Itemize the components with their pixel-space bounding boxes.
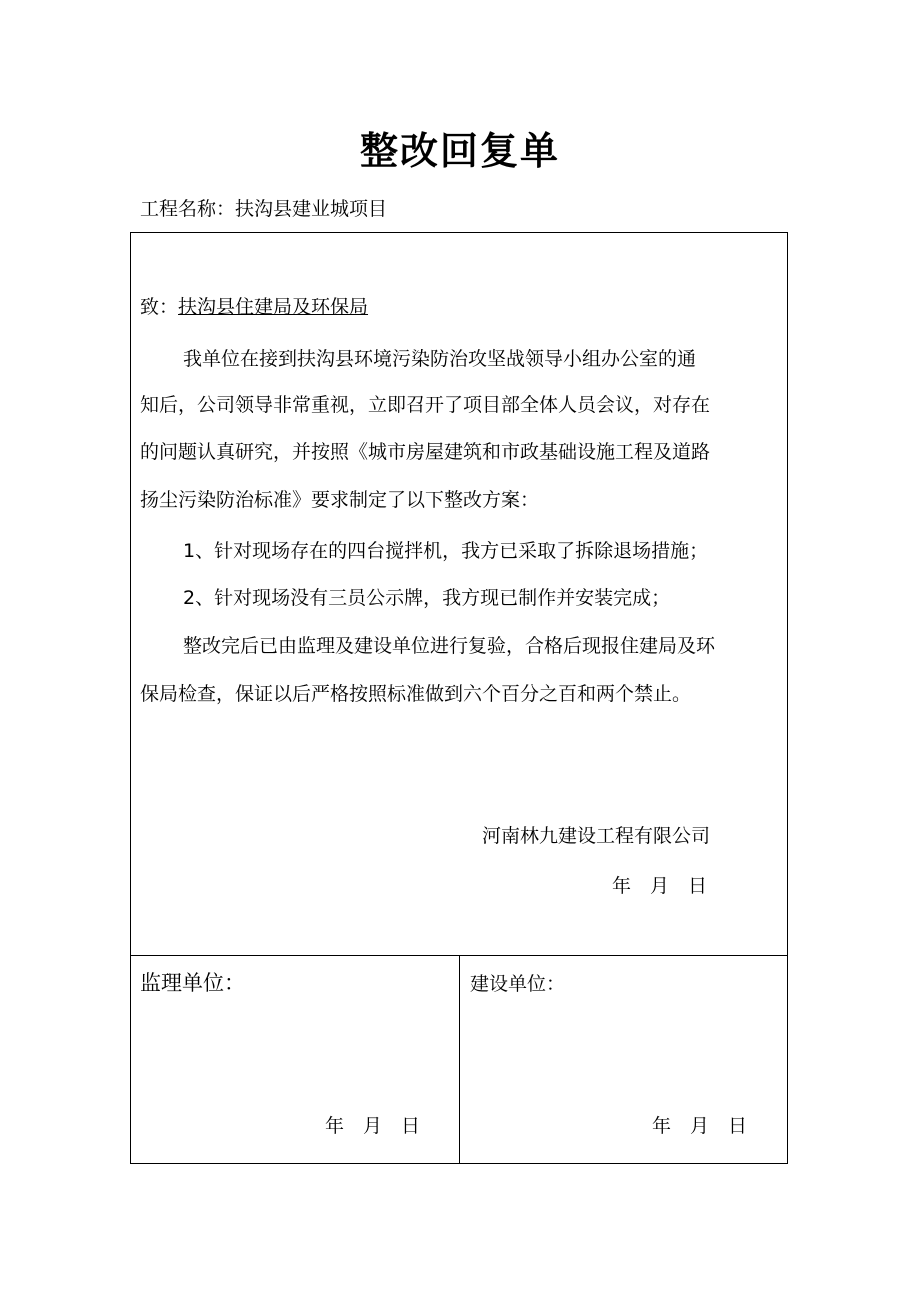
- signature-date: 年 月 日: [612, 875, 708, 897]
- construction-date: 年 月 日: [652, 1115, 748, 1137]
- construction-unit-label: 建设单位：: [470, 973, 566, 995]
- body-line: 我单位在接到扶沟县环境污染防治攻坚战领导小组办公室的通: [183, 348, 697, 370]
- body-line: 整改完后已由监理及建设单位进行复验，合格后现报住建局及环: [183, 635, 716, 657]
- company-name: 河南林九建设工程有限公司: [482, 825, 711, 847]
- column-divider: [459, 955, 460, 1164]
- measure-item: 1、针对现场存在的四台搅拌机，我方已采取了拆除退场措施；: [183, 540, 709, 562]
- document-title: 整改回复单: [359, 129, 560, 173]
- body-line: 扬尘污染防治标准》要求制定了以下整改方案：: [140, 489, 540, 511]
- body-line: 保局检查，保证以后严格按照标准做到六个百分之百和两个禁止。: [140, 683, 692, 705]
- body-line: 的问题认真研究，并按照《城市房屋建筑和市政基础设施工程及道路: [140, 441, 711, 463]
- supervision-date: 年 月 日: [325, 1115, 421, 1137]
- addressee-recipient: 扶沟县住建局及环保局: [178, 296, 369, 318]
- measure-item: 2、针对现场没有三员公示牌，我方现已制作并安装完成；: [183, 587, 671, 609]
- addressee: [140, 292, 368, 319]
- project-name: 工程名称：扶沟县建业城项目: [140, 198, 388, 220]
- addressee-prefix: 致：: [140, 296, 179, 318]
- supervision-unit-label: 监理单位：: [140, 971, 245, 995]
- body-line: 知后，公司领导非常重视，立即召开了项目部全体人员会议，对存在: [140, 394, 711, 416]
